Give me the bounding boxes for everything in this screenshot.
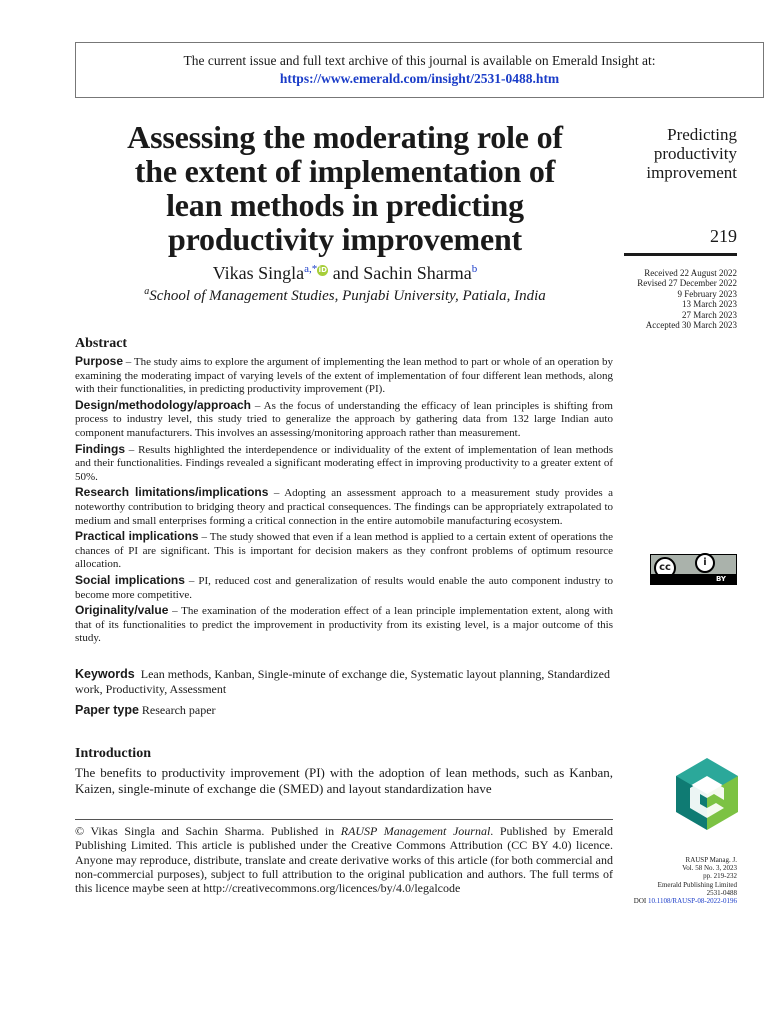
journal-info — [610, 856, 737, 905]
footnote-divider — [75, 819, 613, 820]
affiliation — [75, 282, 615, 306]
license-badge-label: BY — [715, 575, 727, 583]
date-entry: 9 February 2023 — [677, 288, 737, 299]
paper-type-label: Paper type — [75, 703, 139, 717]
title-line: the extent of implementation of — [134, 153, 556, 189]
doi-link[interactable]: 10.1108/RAUSP-08-2022-0196 — [648, 897, 737, 906]
author-name: Vikas Singla — [212, 263, 305, 283]
archive-notice-box — [75, 42, 764, 98]
doi-line — [610, 897, 737, 905]
author-list — [75, 258, 615, 284]
abstract-section-label: Design/methodology/approach — [75, 397, 252, 412]
footnote-text: © Vikas Singla and Sachin Sharma. Published in — [75, 824, 341, 838]
abstract-section: Practical implications – The study showed that even if a lean method is applied to a certain extent of operations the chances of PI are significant. This is important for decision makers as they confront problems of optimum resource allocation. — [75, 529, 613, 571]
page-number: 219 — [710, 226, 737, 246]
abstract-section-text: Adopting an assessment approach to a measurement study provides a noteworthy contribution to bridging theory and practical consequences. The findings can be appropriately extrapolated to medium and small enterprises forming a critical connection in the entire automobile manufacturing ecosystem. — [75, 487, 614, 527]
paper-type-text: Research paper — [141, 703, 216, 717]
archive-notice-text: The current issue and full text archive of this journal is available on Emerald Insight at: — [183, 53, 656, 68]
keywords-label: Keywords — [75, 667, 135, 681]
journal-info-line: 2531-0488 — [706, 888, 737, 897]
author-name: Sachin Sharma — [363, 263, 472, 283]
paper-type — [75, 703, 613, 718]
running-title — [620, 125, 737, 182]
keywords — [75, 667, 613, 697]
abstract-section-label: Social implications — [75, 572, 185, 587]
date-entry: Accepted 30 March 2023 — [645, 320, 737, 331]
article-title — [75, 120, 615, 256]
emerald-publishing-logo — [676, 758, 738, 830]
abstract-section: Social implications – PI, reduced cost and generalization of results would enable the auto component industry to become more competitive. — [75, 572, 614, 601]
cc-icon: cc — [654, 557, 676, 579]
author-affiliation-marker[interactable]: b — [471, 263, 478, 275]
introduction-text: The benefits to productivity improvement (PI) with the adoption of lean methods, such as Kanban, Kaizen, single-minute of exchange die (SMED) and layout standardization have — [75, 765, 613, 796]
keywords-text: Lean methods, Kanban, Single-minute of exchange die, Systematic layout planning, Standardized work, Productivity, Assessment — [75, 667, 610, 696]
abstract-section-text: As the focus of understanding the efficacy of lean principles is shifting from process to industry level, this study tried to generalize the approach by gathering data from 132 large Indian auto component manufacturers. This involves an assessing/monitoring approach rather than measurement. — [75, 399, 613, 439]
introduction-heading: Introduction — [75, 746, 151, 761]
date-entry: 27 March 2023 — [682, 309, 737, 320]
title-line: productivity improvement — [168, 221, 522, 257]
title-line: Assessing the moderating role of — [127, 119, 563, 155]
running-title-line: improvement — [646, 163, 737, 182]
abstract-section-label: Practical implications — [75, 529, 199, 544]
journal-info-line: Emerald Publishing Limited — [657, 880, 737, 889]
abstract-heading: Abstract — [75, 336, 128, 351]
abstract-section-label: Research limitations/implications — [75, 485, 269, 500]
abstract-section: Originality/value – The examination of the moderation effect of a lean principle implementation extent, along with that of its functionalities to predict the improvement in productivity from its existing level, is a major outcome of this study. — [75, 603, 613, 645]
affiliation-marker: a — [144, 286, 150, 297]
abstract-section: Purpose – The study aims to explore the argument of implementing the lean method to part or whole of an operation by examining the moderating impact of varying levels of the extent of implementation of four different lean methods, along with their functionalities, in predicting productivity improvement (PI). — [75, 354, 614, 396]
abstract-body — [75, 355, 613, 648]
abstract-section-text: Results highlighted the interdependence or individuality of the extent of implementation of lean methods and their functionalities. Findings revealed a significant moderating effect in improving productivity to a greater extent of 50%. — [75, 443, 613, 483]
orcid-icon[interactable]: iD — [318, 266, 327, 274]
date-entry: Received 22 August 2022 — [644, 268, 737, 278]
cc-by-license-badge[interactable] — [650, 554, 737, 585]
title-line: lean methods in predicting — [166, 187, 524, 223]
journal-url-link[interactable]: https://www.emerald.com/insight/2531-0488.htm — [279, 71, 560, 86]
journal-info-line: Vol. 58 No. 3, 2023 — [682, 864, 737, 873]
affiliation-text: School of Management Studies, Punjabi University, Patiala, India — [149, 288, 546, 304]
date-entry: Revised 27 December 2022 — [637, 278, 737, 289]
author-conjunction: and — [332, 263, 359, 283]
abstract-section-text: The study aims to explore the argument of implementing the lean method to part or whole of an operation by examining the moderating impact of varying levels of the extent of implementation of four different lean methods, along with their functionalities, in predicting productivity improvement (PI). — [75, 356, 614, 396]
doi-label: DOI — [633, 897, 647, 906]
running-title-line: Predicting — [667, 125, 737, 144]
attribution-person-icon: i — [695, 553, 715, 573]
date-entry: 13 March 2023 — [682, 299, 737, 310]
abstract-section-text: PI, reduced cost and generalization of results would enable the auto component industry to become more competitive. — [75, 574, 614, 601]
footnote-text: . Published by Emerald Publishing Limited. This article is published under the Creative Commons Attribution (CC BY 4.0) licence. Anyone may reproduce, distribute, translate and create derivative works of this article (for both commercial and non-commercial purposes), subject to full attribution to the original publication and authors. The full terms of this licence maybe seen at http://creativecommons.org/licences/by/4.0/legalcode — [75, 824, 613, 896]
abstract-section-text: The study showed that even if a lean method is applied to a certain extent of operations the chances of PI are significant. This is important for decision makers as they confront problems of optimum resource allocation. — [75, 531, 613, 571]
running-title-line: productivity — [653, 144, 737, 163]
abstract-section-text: The examination of the moderation effect of a lean principle implementation extent, along with that of its functionalities to predict the improvement in productivity from its existing level, is a major outcome of this study. — [75, 605, 613, 645]
abstract-section-label: Findings — [75, 441, 125, 456]
abstract-section-label: Originality/value — [75, 603, 169, 618]
author-affiliation-marker[interactable]: a,* — [304, 263, 318, 275]
submission-dates — [600, 268, 737, 330]
journal-info-line: RAUSP Manag. J. — [685, 856, 737, 864]
journal-info-line: pp. 219-232 — [703, 872, 737, 881]
abstract-section: Research limitations/implications – Adopting an assessment approach to a measurement study provides a noteworthy contribution to bridging theory and practical consequences. The findings can be appropriately extrapolated to medium and small enterprises forming a critical connection in the entire automobile manufacturing ecosystem. — [75, 485, 614, 527]
abstract-section: Findings – Results highlighted the interdependence or individuality of the extent of implementation of lean methods and their functionalities. Findings revealed a significant moderating effect in improving productivity to a greater extent of 50%. — [75, 441, 613, 483]
sidebar-divider — [624, 253, 737, 256]
copyright-footnote — [75, 824, 613, 895]
abstract-section: Design/methodology/approach – As the focus of understanding the efficacy of lean principles is shifting from process to industry level, this study tried to generalize the approach by gathering data from 132 large Indian auto component manufacturers. This involves an assessing/monitoring approach rather than measurement. — [75, 397, 613, 439]
abstract-section-label: Purpose — [75, 354, 124, 368]
journal-name: RAUSP Management Journal — [340, 824, 491, 838]
